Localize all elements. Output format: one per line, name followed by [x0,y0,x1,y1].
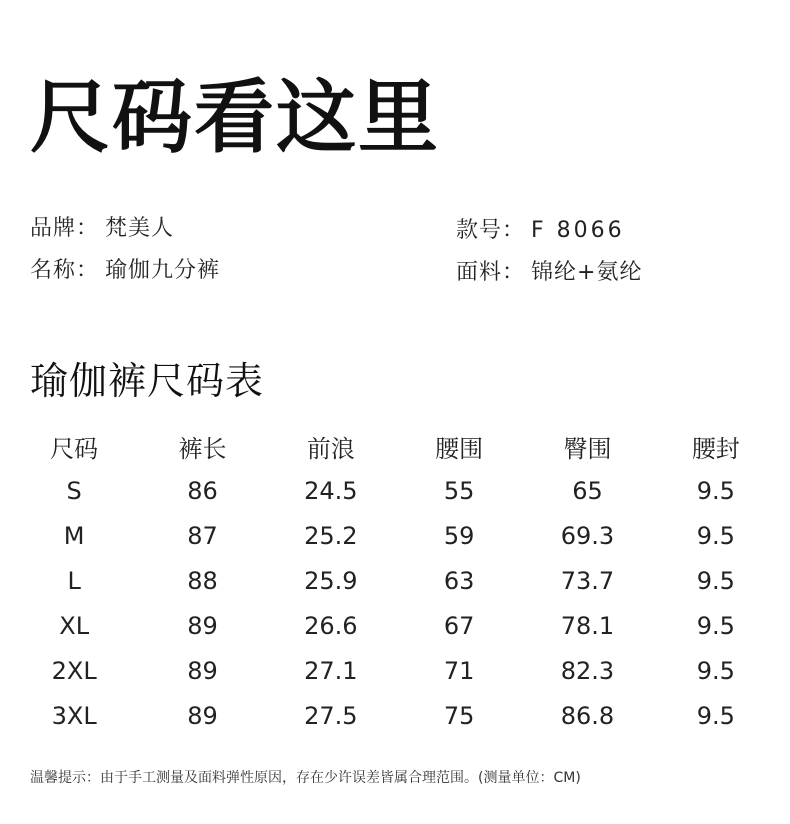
cell-waist: 63 [443,566,475,595]
table-row [10,468,780,513]
cell-front-rise: 24.5 [304,476,358,505]
table-row [10,603,780,648]
name-label: 名称： [30,258,100,283]
cell-front-rise: 25.9 [304,566,358,595]
cell-waistband: 9.5 [696,611,735,640]
cell-hip: 73.7 [560,566,615,595]
page-title: 尺码看这里 [30,71,440,164]
cell-front-rise: 27.5 [304,701,358,730]
fabric-label: 面料： [456,260,526,285]
cell-size: S [66,476,82,505]
cell-waistband: 9.5 [696,521,735,550]
cell-length: 87 [187,521,218,550]
cell-waistband: 9.5 [696,656,735,685]
cell-front-rise: 27.1 [304,656,358,685]
fabric-value: 锦纶+氨纶 [531,260,643,285]
cell-length: 88 [187,566,218,595]
cell-size: 3XL [51,701,97,730]
table-row [10,693,780,738]
cell-size: L [67,566,81,595]
name-info [30,256,220,286]
cell-front-rise: 25.2 [304,521,358,550]
measurement-note: 温馨提示：由于手工测量及面料弹性原因，存在少许误差皆属合理范围。(测量单位：CM) [30,770,581,786]
name-value: 瑜伽九分裤 [105,258,221,283]
cell-waist: 59 [443,521,475,550]
cell-hip: 69.3 [560,521,615,550]
header-waistband: 腰封 [691,434,740,463]
header-size: 尺码 [50,434,99,463]
cell-hip: 86.8 [560,701,615,730]
table-header-row [10,424,780,468]
table-row [10,513,780,558]
cell-length: 89 [187,656,218,685]
style-value: F 8066 [531,218,625,243]
cell-waistband: 9.5 [696,701,735,730]
cell-waist: 75 [443,701,475,730]
cell-length: 86 [187,476,218,505]
brand-info [30,214,174,244]
cell-size: XL [59,611,90,640]
cell-waistband: 9.5 [696,476,735,505]
size-table [10,424,780,738]
fabric-info [456,258,642,288]
cell-length: 89 [187,611,218,640]
cell-hip: 82.3 [560,656,615,685]
cell-size: M [63,521,85,550]
header-front-rise: 前浪 [306,434,355,463]
size-chart-title: 瑜伽裤尺码表 [30,359,265,403]
cell-hip: 65 [572,476,603,505]
cell-waist: 55 [443,476,475,505]
cell-waist: 71 [443,656,475,685]
table-row [10,558,780,603]
header-waist: 腰围 [435,434,484,463]
cell-size: 2XL [51,656,97,685]
header-hip: 臀围 [563,434,612,463]
style-label: 款号： [456,218,526,243]
brand-label: 品牌： [30,216,100,241]
cell-waist: 67 [443,611,475,640]
cell-waistband: 9.5 [696,566,735,595]
header-length: 裤长 [178,434,227,463]
brand-value: 梵美人 [105,216,175,241]
cell-length: 89 [187,701,218,730]
cell-front-rise: 26.6 [304,611,358,640]
style-info [456,216,625,246]
table-row [10,648,780,693]
cell-hip: 78.1 [560,611,615,640]
